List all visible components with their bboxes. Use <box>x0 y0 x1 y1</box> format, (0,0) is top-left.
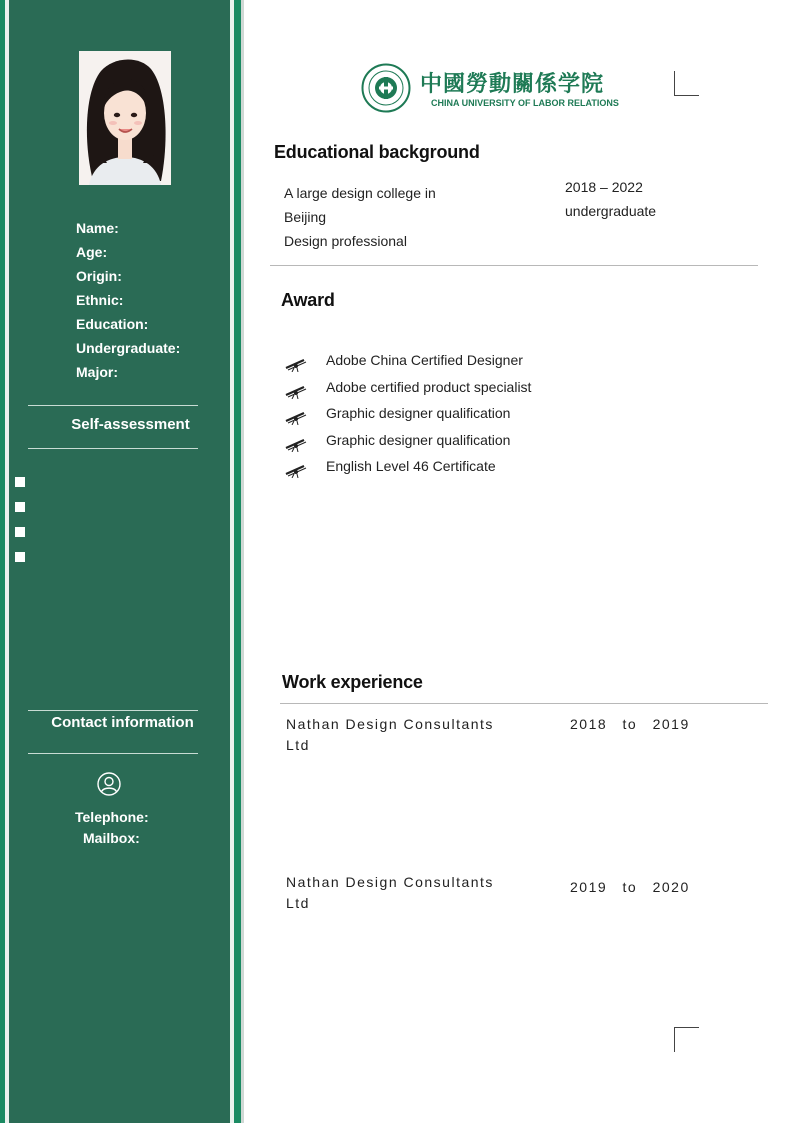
education-school-line1: A large design college in <box>284 185 436 201</box>
info-label-major: Major: <box>76 364 118 380</box>
personal-info-list <box>76 216 180 384</box>
contact-heading: Contact information <box>51 714 194 731</box>
award-text: Graphic designer qualification <box>326 431 511 448</box>
award-text: Graphic designer qualification <box>326 405 511 421</box>
square-bullet-icon <box>15 552 25 562</box>
university-logo-icon <box>361 63 411 113</box>
award-text: English Level 46 Certificate <box>326 458 496 474</box>
self-assessment-top-divider <box>28 405 198 406</box>
award-heading: Award <box>281 290 335 310</box>
info-label-origin: Origin: <box>76 268 122 284</box>
contact-top-divider <box>28 710 198 711</box>
diploma-scroll-icon <box>284 436 310 452</box>
work-divider <box>280 703 768 704</box>
education-school-line2: Beijing <box>284 209 327 225</box>
award-text: Adobe certified product specialist <box>326 378 532 395</box>
logo-english-name: CHINA UNIVERSITY OF LABOR RELATIONS <box>431 98 619 108</box>
award-text: Adobe China Certified Designer <box>326 352 523 368</box>
info-label-age: Age: <box>76 244 108 260</box>
self-assessment-heading: Self-assessment <box>71 416 190 433</box>
square-bullet-icon <box>15 477 25 487</box>
sidebar-shadow <box>241 0 244 1123</box>
diploma-scroll-icon <box>284 409 310 425</box>
telephone-label: Telephone: <box>75 809 149 825</box>
work-company-line2: Ltd <box>286 895 310 911</box>
info-label-education: Education: <box>76 316 149 332</box>
corner-mark-top <box>674 71 699 96</box>
mailbox-label: Mailbox: <box>83 830 140 846</box>
work-company <box>286 872 516 914</box>
logo-chinese-name: 中國勞動關係学院 <box>420 71 605 97</box>
work-period: 2019 to 2020 <box>570 879 690 895</box>
diploma-scroll-icon <box>284 462 310 478</box>
square-bullet-icon <box>15 527 25 537</box>
education-major: Design professional <box>284 233 407 249</box>
diploma-scroll-icon <box>284 356 310 372</box>
work-company-line1: Nathan Design Consultants <box>286 716 494 732</box>
contact-bottom-divider <box>28 753 198 754</box>
work-company <box>286 714 516 756</box>
work-heading: Work experience <box>282 672 423 692</box>
sidebar-border-right <box>234 0 241 1123</box>
corner-mark-bottom <box>674 1027 699 1052</box>
work-period: 2018 to 2019 <box>570 716 690 732</box>
sidebar-border-gap-left <box>5 0 9 1123</box>
work-company-line1: Nathan Design Consultants <box>286 874 494 890</box>
work-company-line2: Ltd <box>286 737 310 753</box>
education-period: 2018 – 2022 <box>565 179 643 195</box>
info-label-name: Name: <box>76 220 119 236</box>
square-bullet-icon <box>15 502 25 512</box>
diploma-scroll-icon <box>284 383 310 399</box>
info-label-ethnic: Ethnic: <box>76 292 124 308</box>
profile-photo <box>79 51 171 185</box>
education-heading: Educational background <box>274 142 480 162</box>
info-label-undergraduate: Undergraduate: <box>76 340 181 356</box>
user-circle-icon <box>97 772 121 796</box>
education-degree: undergraduate <box>565 203 657 219</box>
education-divider <box>270 265 758 266</box>
self-assessment-bottom-divider <box>28 448 198 449</box>
sidebar <box>0 0 244 1123</box>
